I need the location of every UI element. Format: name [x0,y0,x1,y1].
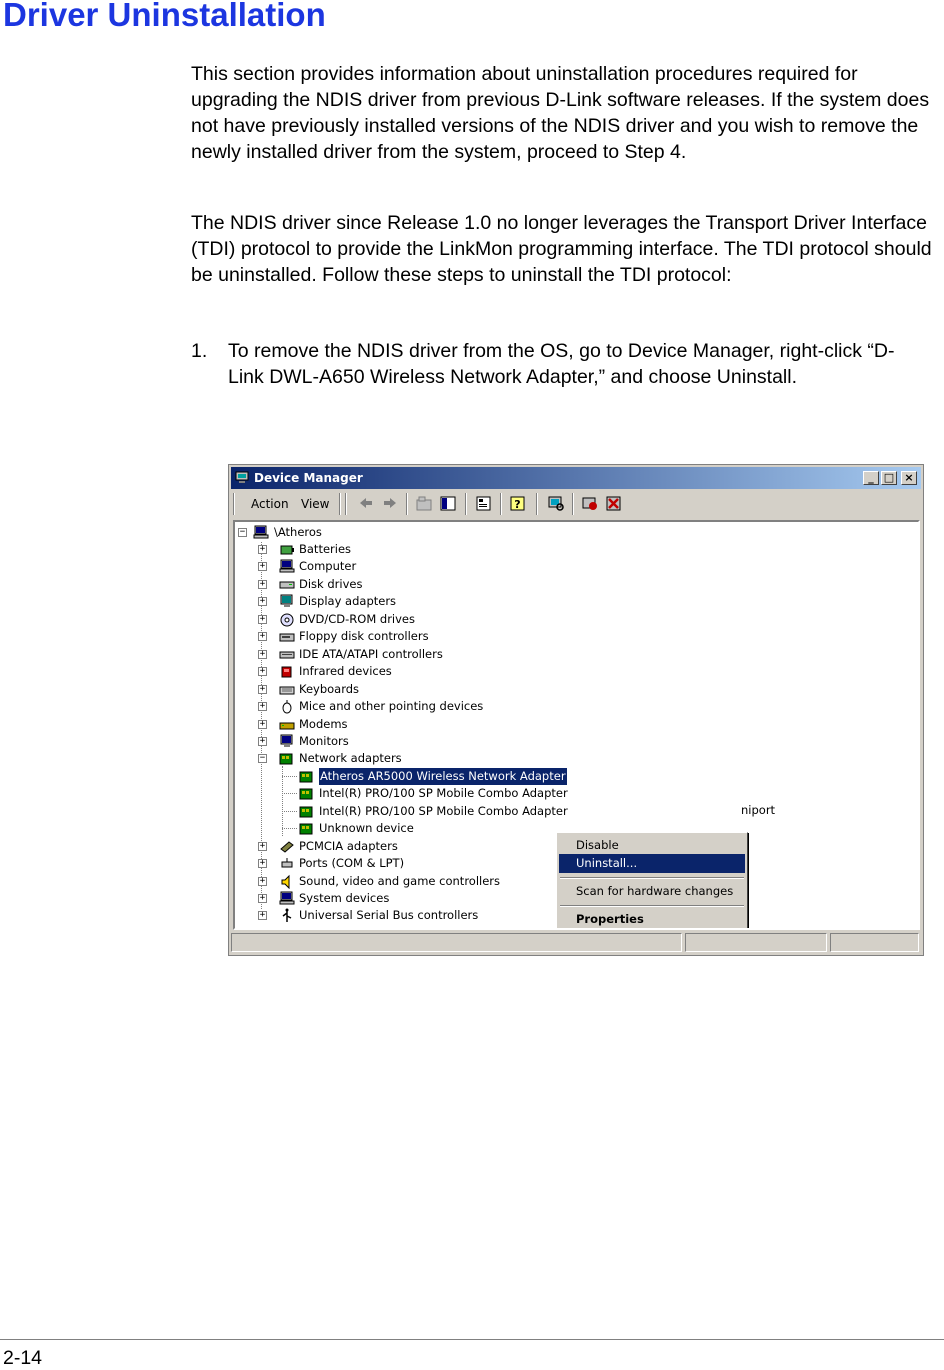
node-label: Infrared devices [299,664,392,678]
tree-root[interactable] [235,524,535,541]
computer-icon [253,525,269,540]
expand-icon[interactable]: + [259,631,266,641]
context-properties[interactable]: Properties [576,912,644,926]
tree-line [282,793,297,794]
toolbar-separator [406,493,408,515]
tree-line [282,811,297,812]
node-label: Ports (COM & LPT) [299,856,405,870]
battery-icon [279,542,295,557]
infrared-icon [279,664,295,679]
maximize-button[interactable]: □ [881,471,897,485]
tree-line [282,828,297,829]
collapse-icon[interactable]: − [239,527,246,537]
ide-icon [279,647,295,662]
node-label: Intel(R) PRO/100 SP Mobile Combo Adapter [319,804,568,818]
tdi-paragraph: The NDIS driver since Release 1.0 no longer leverages the Transport Driver Interface (TDI) protocol to provide the LinkMon programming interface. The TDI protocol should be uninstalled. Follow these steps to uninstall the TDI protocol: [191,212,932,286]
node-label: Batteries [299,542,352,556]
root-label: \Atheros [274,525,322,539]
window-title: Device Manager [254,471,363,485]
node-label: Disk drives [299,577,363,591]
mouse-icon [279,699,295,714]
expand-icon[interactable]: + [259,893,266,903]
keyboard-icon [279,682,295,697]
expand-icon[interactable]: + [259,841,266,851]
status-bar [231,933,921,953]
menu-view[interactable]: View [301,497,330,511]
truncated-device-label: niport [741,803,776,817]
node-label: Floppy disk controllers [299,629,429,643]
usb-icon [279,908,295,923]
page-number: 2-14 [3,1347,43,1369]
node-label: System devices [299,891,390,905]
device-tree[interactable] [233,520,920,930]
computer-icon [279,559,295,574]
node-label: Universal Serial Bus controllers [299,908,479,922]
context-separator [560,905,744,907]
disk-drive-icon [279,577,295,592]
status-panel-2 [685,933,827,952]
up-folder-icon[interactable] [415,495,433,512]
expand-icon[interactable]: + [259,719,266,729]
node-label: Mice and other pointing devices [299,699,484,713]
intro-paragraph: This section provides information about uninstallation procedures required for upgrading the NDIS driver from previous D-Link software releases. If the system does not have previously installed versions of the NDIS driver and you wish to remove the newly installed driver from the system, proceed to Step 4. [191,63,930,163]
uninstall-device-icon[interactable] [605,495,623,512]
floppy-icon [279,629,295,644]
context-uninstall[interactable]: Uninstall... [559,854,745,873]
network-adapter-icon [299,769,315,784]
scan-hardware-icon[interactable] [547,495,565,512]
expand-icon[interactable]: + [259,684,266,694]
step-text: To remove the NDIS driver from the OS, go to Device Manager, right-click “D-Link DWL-A650 Wireless Network Adapter,” and choose Uninstall. [228,340,895,388]
network-adapter-icon [299,786,315,801]
status-panel-main [231,933,682,952]
toolbar-grip [233,493,235,515]
system-icon [279,891,295,906]
monitor-icon [279,734,295,749]
node-label: Keyboards [299,682,360,696]
node-label: PCMCIA adapters [299,839,398,853]
display-adapter-icon [279,594,295,609]
node-label: Display adapters [299,594,397,608]
node-label: Monitors [299,734,349,748]
node-label: Intel(R) PRO/100 SP Mobile Combo Adapter [319,786,568,800]
expand-icon[interactable]: + [259,910,266,920]
expand-icon[interactable]: + [259,614,266,624]
footer-rule [0,1339,944,1340]
close-button[interactable]: × [901,471,917,485]
expand-icon[interactable]: + [259,701,266,711]
minimize-button[interactable]: _ [863,471,879,485]
expand-icon[interactable]: + [259,649,266,659]
sound-icon [279,874,295,889]
toolbar-separator [339,493,341,515]
step-number: 1. [191,340,208,362]
device-manager-window [228,464,924,956]
network-adapter-icon [279,751,295,766]
expand-icon[interactable]: + [259,876,266,886]
title-bar[interactable] [231,467,921,489]
node-label: IDE ATA/ATAPI controllers [299,647,443,661]
node-label: Sound, video and game controllers [299,874,501,888]
forward-arrow-icon[interactable] [381,495,399,512]
node-label: DVD/CD-ROM drives [299,612,415,626]
svg-text:?: ? [514,498,521,511]
menu-action[interactable]: Action [251,497,289,511]
node-label: Modems [299,717,348,731]
help-icon[interactable] [509,495,527,512]
toolbar [233,491,919,517]
status-panel-3 [830,933,919,952]
toolbar-separator [465,493,467,515]
device-manager-icon [235,471,249,484]
expand-icon[interactable]: + [259,596,266,606]
network-adapter-icon [299,804,315,819]
cdrom-icon [279,612,295,627]
context-disable[interactable]: Disable [576,838,619,852]
disable-device-icon[interactable] [581,495,599,512]
pcmcia-icon [279,839,295,854]
context-scan-hardware[interactable]: Scan for hardware changes [576,884,734,898]
context-separator [560,877,744,879]
toolbar-separator [500,493,502,515]
show-hide-tree-icon[interactable] [439,495,457,512]
page-heading: Driver Uninstallation [3,0,326,33]
node-label: Computer [299,559,357,573]
properties-icon[interactable] [475,495,493,512]
node-label: Network adapters [299,751,402,765]
toolbar-separator [536,493,538,515]
expand-icon[interactable]: + [259,544,266,554]
toolbar-separator [345,493,347,515]
port-icon [279,856,295,871]
tree-line [282,776,297,777]
expand-icon[interactable]: + [259,666,266,676]
expand-icon[interactable]: + [259,579,266,589]
node-label: Atheros AR5000 Wireless Network Adapter [320,769,566,783]
modem-icon [279,717,295,732]
network-adapter-icon [299,821,315,836]
expand-icon[interactable]: + [259,736,266,746]
node-label: Unknown device [319,821,414,835]
context-menu [556,832,748,930]
back-arrow-icon[interactable] [357,495,375,512]
expand-icon[interactable]: + [259,561,266,571]
toolbar-separator [572,493,574,515]
expand-icon[interactable]: + [259,858,266,868]
collapse-icon[interactable]: − [259,753,266,763]
